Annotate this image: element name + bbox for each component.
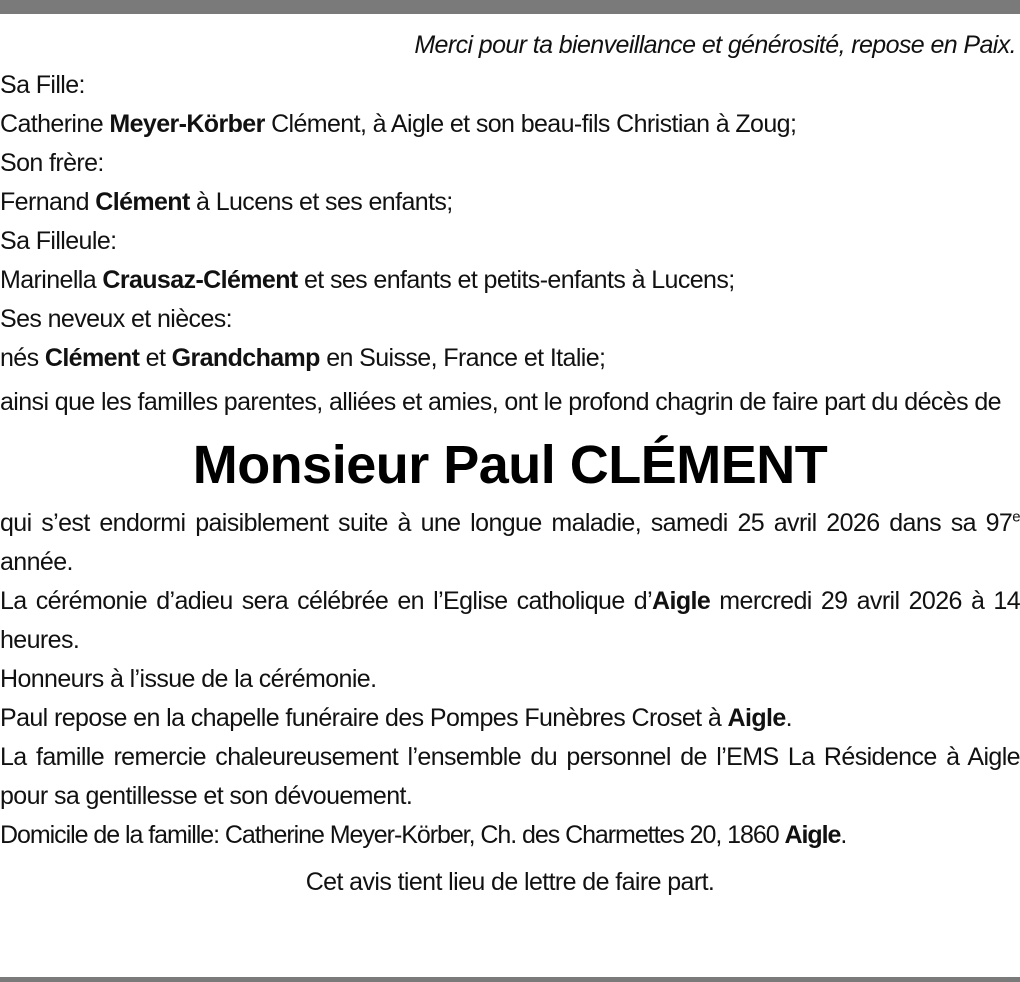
fille-label: Sa Fille: xyxy=(0,71,85,99)
obituary-notice xyxy=(0,24,1020,902)
bottom-rule xyxy=(0,977,1020,982)
filleule-rest: et ses enfants et petits-enfants à Lucens; xyxy=(297,266,735,294)
frere-label: Son frère: xyxy=(0,149,104,177)
neveux-line xyxy=(0,339,1020,378)
frere-line xyxy=(0,183,1020,222)
repose-place: Aigle xyxy=(727,704,786,732)
repose-end: . xyxy=(785,704,792,732)
honneurs-line: Honneurs à l’issue de la cérémonie. xyxy=(0,665,377,693)
ceremony-paragraph xyxy=(0,582,1020,660)
ceremony-end: mercredi 29 avril 2026 à 14 heures. xyxy=(0,587,1020,654)
motto: Merci pour ta bienveillance et générosité, repose en Paix. xyxy=(414,31,1016,59)
filleule-label: Sa Filleule: xyxy=(0,227,117,255)
ceremony-place: Aigle xyxy=(652,587,711,615)
frere-name: Clément xyxy=(95,188,190,216)
frere-first: Fernand xyxy=(0,188,96,216)
ordinal-suffix: e xyxy=(1012,508,1020,526)
fille-line xyxy=(0,105,1020,144)
frere-rest: à Lucens et ses enfants; xyxy=(189,188,453,216)
domicile-text: Domicile de la famille: Catherine Meyer-Körber, Ch. des Charmettes 20, 1860 xyxy=(0,821,785,849)
filleule-name: Crausaz-Clément xyxy=(102,266,298,294)
thanks-paragraph: La famille remercie chaleureusement l’ensemble du personnel de l’EMS La Résidence à Aigle pour sa gentillesse et son dévouement. xyxy=(0,743,1020,810)
closing-note: Cet avis tient lieu de lettre de faire part. xyxy=(305,868,715,896)
passing-text: qui s’est endormi paisiblement suite à une longue maladie, samedi 25 avril 2026 dans sa 97 xyxy=(0,509,1013,537)
repose-text: Paul repose en la chapelle funéraire des Pompes Funèbres Croset à xyxy=(0,704,728,732)
deceased-name: Monsieur Paul CLÉMENT xyxy=(192,435,828,495)
fille-name: Meyer-Körber xyxy=(109,110,265,138)
neveux-name1: Clément xyxy=(44,344,140,372)
neveux-mid: et xyxy=(139,344,172,372)
passing-paragraph xyxy=(0,504,1020,582)
passing-end: année. xyxy=(0,548,73,576)
domicile-place: Aigle xyxy=(784,821,841,849)
announcement: ainsi que les familles parentes, alliées et amies, ont le profond chagrin de faire part du décès de xyxy=(0,388,1001,416)
neveux-pre: nés xyxy=(0,344,45,372)
domicile-end: . xyxy=(840,821,847,849)
repose-line xyxy=(0,699,1020,738)
top-rule xyxy=(0,0,1020,14)
fille-first: Catherine xyxy=(0,110,110,138)
neveux-rest: en Suisse, France et Italie; xyxy=(319,344,606,372)
fille-rest: Clément, à Aigle et son beau-fils Christian à Zoug; xyxy=(264,110,797,138)
filleule-first: Marinella xyxy=(0,266,103,294)
neveux-name2: Grandchamp xyxy=(171,344,320,372)
filleule-line xyxy=(0,261,1020,300)
domicile-line xyxy=(0,816,1020,855)
neveux-label: Ses neveux et nièces: xyxy=(0,305,232,333)
ceremony-text: La cérémonie d’adieu sera célébrée en l’Eglise catholique d’ xyxy=(0,587,653,615)
